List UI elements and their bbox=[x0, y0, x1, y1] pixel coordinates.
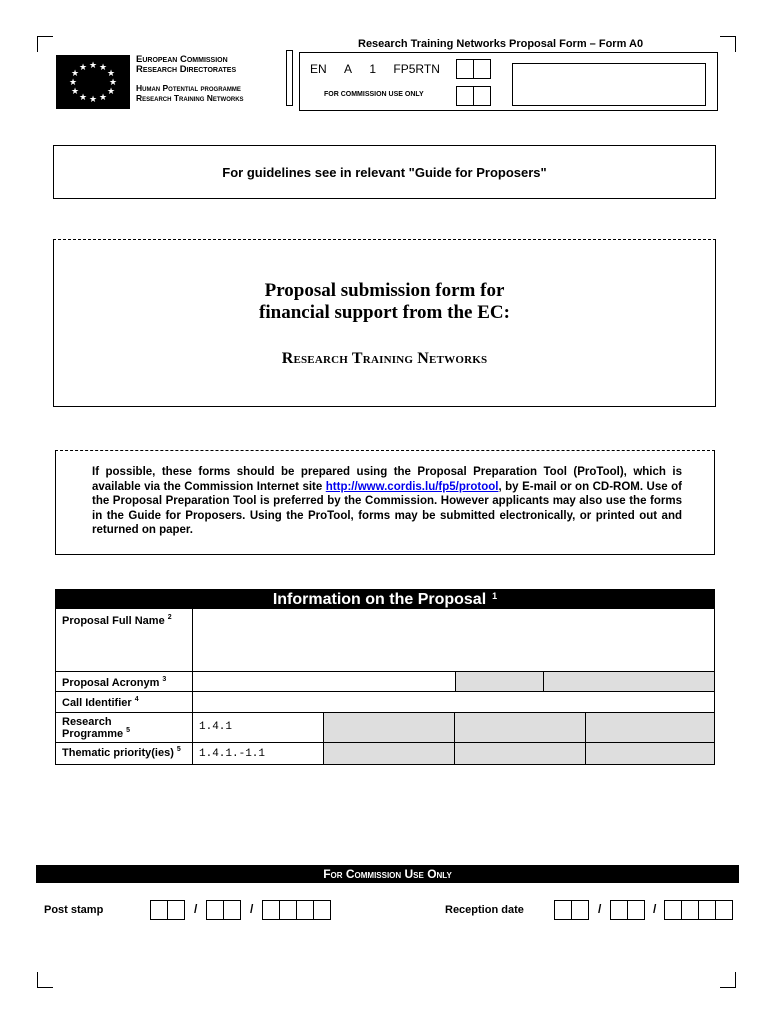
commission-reference-field[interactable] bbox=[512, 63, 706, 106]
post-stamp-label: Post stamp bbox=[44, 904, 104, 916]
ref-cells-top[interactable] bbox=[456, 59, 490, 79]
reference-code bbox=[310, 62, 454, 76]
org-line-3: Human Potential programme bbox=[136, 83, 241, 93]
post-stamp-separator-1: / bbox=[194, 902, 198, 916]
protool-info-box bbox=[55, 450, 715, 555]
proposal-section-header bbox=[55, 589, 715, 609]
post-stamp-month[interactable] bbox=[206, 900, 240, 920]
thematic-value: 1.4.1.-1.1 bbox=[199, 748, 266, 760]
ref-cells-bottom[interactable] bbox=[456, 86, 490, 106]
crop-mark-bottom-right bbox=[720, 972, 736, 988]
reception-date-label: Reception date bbox=[445, 904, 524, 916]
svg-text:★: ★ bbox=[98, 93, 108, 103]
programme-grey-cell-1 bbox=[324, 713, 454, 742]
svg-text:★: ★ bbox=[70, 69, 80, 79]
commission-use-note: FOR COMMISSION USE ONLY bbox=[324, 91, 424, 98]
protool-link[interactable]: http://www.cordis.lu/fp5/protool bbox=[325, 480, 499, 493]
ref-code-programme: FP5RTN bbox=[393, 62, 440, 76]
programme-label: Research Programme $^5$ bbox=[62, 716, 131, 740]
form-main-title bbox=[54, 280, 715, 324]
svg-text:★: ★ bbox=[68, 78, 78, 88]
ref-code-form: A bbox=[344, 62, 353, 76]
call-identifier-field[interactable] bbox=[193, 692, 714, 712]
call-identifier-row bbox=[56, 692, 714, 713]
form-subtitle: Research Training Networks bbox=[281, 350, 488, 367]
svg-text:★: ★ bbox=[88, 95, 98, 105]
reception-date-day[interactable] bbox=[554, 900, 588, 920]
commission-use-header: For Commission Use Only bbox=[36, 865, 739, 883]
org-line-2: Research Directorates bbox=[136, 64, 237, 75]
acronym-grey-cell-2 bbox=[544, 672, 714, 691]
full-name-field[interactable] bbox=[193, 609, 714, 671]
full-name-row bbox=[56, 609, 714, 672]
title-line-2: financial support from the EC: bbox=[259, 302, 510, 323]
thematic-label: Thematic priority(ies) $^5$ bbox=[62, 746, 181, 759]
post-stamp-separator-2: / bbox=[250, 902, 254, 916]
svg-text:★: ★ bbox=[78, 93, 88, 103]
reception-date-separator-1: / bbox=[598, 902, 602, 916]
proposal-header-text: Information on the Proposal bbox=[272, 591, 487, 608]
eu-flag-icon bbox=[56, 55, 130, 109]
acronym-field[interactable] bbox=[193, 672, 455, 691]
info-text-part-1: If possible, these forms should be prepared using the Proposal Preparation Tool (ProTool), which is available via the Commission Internet site bbox=[92, 466, 682, 493]
crop-mark-top-left bbox=[37, 36, 53, 52]
title-line-1: Proposal submission form for bbox=[264, 280, 505, 301]
thematic-grey-cell-1 bbox=[324, 743, 454, 764]
svg-text:★: ★ bbox=[98, 63, 108, 73]
svg-text:★: ★ bbox=[106, 69, 116, 79]
reception-date-month[interactable] bbox=[610, 900, 644, 920]
title-box bbox=[53, 239, 716, 407]
info-text-part-2: , by E-mail or on CD-ROM. Use of the Proposal Preparation Tool is preferred by the Commission. However applicants may also use the forms in the Guide for Proposers. Using the ProTool, forms may be submitted electronically, or printed out and returned on paper. bbox=[92, 480, 682, 536]
thematic-grey-cell-3 bbox=[586, 743, 714, 764]
thematic-grey-cell-2 bbox=[455, 743, 585, 764]
call-identifier-label: Call Identifier $^4$ bbox=[62, 696, 139, 709]
post-stamp-day[interactable] bbox=[150, 900, 184, 920]
thematic-row bbox=[56, 743, 714, 765]
programme-value: 1.4.1 bbox=[199, 721, 233, 733]
post-stamp-year[interactable] bbox=[262, 900, 330, 920]
programme-field[interactable] bbox=[193, 713, 323, 742]
proposal-table bbox=[55, 609, 715, 765]
acronym-row bbox=[56, 672, 714, 692]
svg-text:★: ★ bbox=[88, 61, 98, 71]
crop-mark-bottom-left bbox=[37, 972, 53, 988]
svg-text:★: ★ bbox=[106, 87, 116, 97]
ref-code-version: 1 bbox=[369, 62, 377, 76]
protool-info-text bbox=[92, 465, 682, 538]
acronym-grey-cell-1 bbox=[456, 672, 543, 691]
reception-date-separator-2: / bbox=[653, 902, 657, 916]
guidelines-text: For guidelines see in relevant "Guide for Proposers" bbox=[222, 164, 547, 180]
svg-text:★: ★ bbox=[70, 87, 80, 97]
crop-mark-top-right bbox=[720, 36, 736, 52]
programme-grey-cell-2 bbox=[455, 713, 585, 742]
form-title: Research Training Networks Proposal Form – Form A0 bbox=[358, 38, 644, 50]
org-line-4: Research Training Networks bbox=[136, 93, 244, 103]
thematic-field[interactable] bbox=[193, 743, 323, 764]
programme-row bbox=[56, 713, 714, 743]
ref-code-language: EN bbox=[310, 62, 327, 76]
programme-grey-cell-3 bbox=[586, 713, 714, 742]
org-line-1: European Commission bbox=[136, 54, 228, 65]
organisation-block bbox=[136, 55, 244, 103]
proposal-header-footnote: 1 bbox=[492, 591, 498, 601]
svg-text:★: ★ bbox=[108, 78, 118, 88]
reception-date-year[interactable] bbox=[664, 900, 732, 920]
svg-text:★: ★ bbox=[78, 63, 88, 73]
guidelines-box bbox=[53, 145, 716, 199]
header-divider bbox=[286, 50, 293, 106]
full-name-label: Proposal Full Name $^2$ bbox=[62, 614, 172, 627]
acronym-label: Proposal Acronym $^3$ bbox=[62, 676, 167, 689]
reference-box bbox=[299, 52, 718, 111]
